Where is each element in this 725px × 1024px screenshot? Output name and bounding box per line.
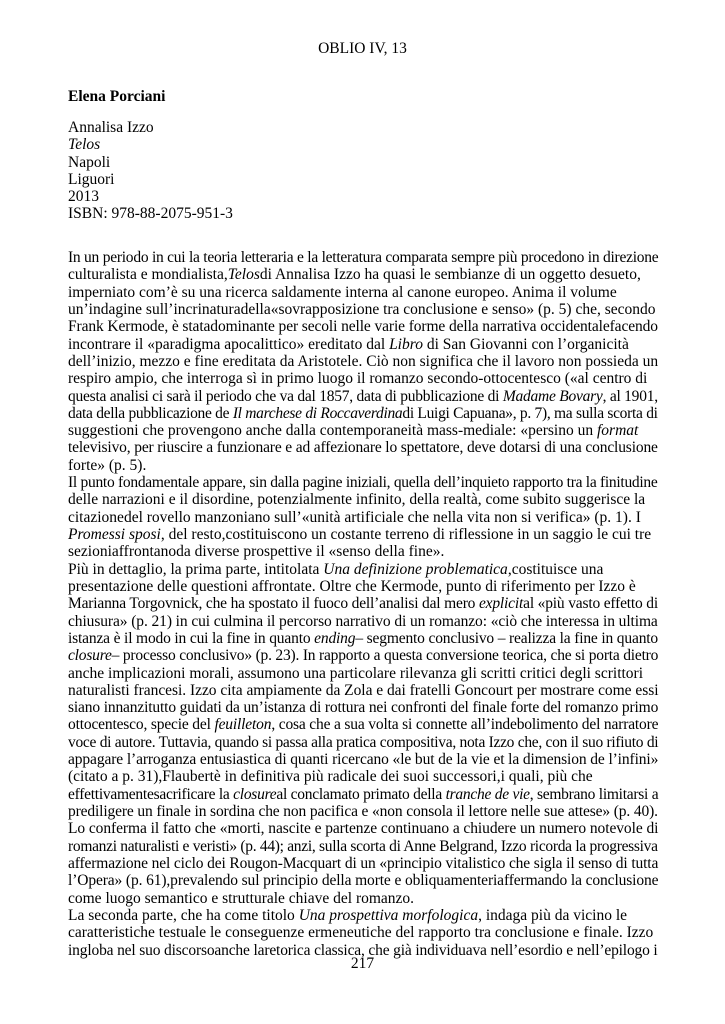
text-line [68,405,658,422]
text-line [68,284,658,301]
text-run: Frank Kermode, è statadominante per secoli nelle varie forme della narrativa occidentalefacendo [68,318,658,336]
text-line [68,907,658,924]
text-line [68,301,658,318]
review-body [68,249,658,959]
book-details [68,119,233,223]
text-run: appagare l’arroganza entusiastica di quanti ricercano «le but de la vie et la dimension de l’infini» [68,751,659,769]
text-run: Marianna Torgovnick, che ha spostato il fuoco dell’analisi dal mero [68,595,479,613]
text-line [68,526,658,543]
text-run: affermazione nel ciclo dei Rougon-Macquart di un «principio vitalistico che sigla il senso di tutta [68,854,659,872]
text-run: , indaga più da vicino le [478,906,628,924]
italic-text: Telos [227,266,260,284]
text-line [68,318,658,335]
text-line [68,561,658,578]
text-run: di Annalisa Izzo ha quasi le sembianze di un oggetto desueto, [259,266,641,284]
text-line [68,647,658,664]
text-run: prediligere un finale in sordina che non pacifica e «non consola il lettore nelle sue attese» (p. 40). [68,803,658,820]
italic-text: explicit [478,595,524,613]
text-line [68,630,658,647]
italic-text: closure [233,785,277,803]
text-run: imperniato com’è su una ricerca saldamente interna al canone europeo. Anima il volume [68,283,617,301]
text-run: Più in dettaglio, la prima parte, intitolata [68,560,324,578]
italic-text: Libro [389,335,423,353]
text-run: Lo conferma il fatto che «morti, nascite e partenze continuano a chiudere un numero notevole di [68,820,659,838]
text-run: – processo conclusivo» (p. 23). In rapporto a questa conversione teorica, che si porta dietro [111,647,659,665]
text-line [68,439,658,456]
text-line [68,249,658,266]
text-run: culturalista e mondialista, [68,266,228,284]
text-run: naturalisti francesi. Izzo cita ampiamente da Zola e dai fratelli Goncourt per mostrare come essi [68,681,659,699]
text-run: respiro ampio, che interroga sì in primo luogo il romanzo secondo-ottocentesco («al centro di [68,370,648,388]
text-line [68,578,658,595]
book-author: Annalisa Izzo [68,119,154,136]
text-line [68,872,658,889]
text-run: televisivo, per riuscire a funzionare e ad affezionare lo spettatore, deve dotarsi di una conclusione [68,439,658,457]
italic-text: feuilleton [214,716,272,734]
text-run: suggestioni che provengono anche dalla contemporaneità mass-mediale: «persino un [68,422,597,440]
text-run: di San Giovanni con l’organicità [422,335,629,353]
text-run: anche implicazioni morali, assumono una particolare rilevanza gli scritti critici degli scrittori [68,664,644,682]
text-line [68,699,658,716]
text-line [68,682,658,699]
text-run: ,costituisce una [507,560,604,578]
text-run: questa analisi ci sarà il periodo che va dal 1857, data di pubblicazione di [68,387,503,405]
italic-text: Una definizione problematica [323,560,508,578]
text-run: – segmento conclusivo – realizza la fine in quanto [355,629,659,647]
text-line [68,751,658,768]
text-run: ottocentesco, specie del [68,716,215,734]
book-publisher: Liguori [68,170,115,188]
italic-text: Madame Bovary [502,387,603,405]
book-isbn: ISBN: 978-88-2075-951-3 [68,205,233,223]
text-run: , cosa che a sua volta si connette all’indebolimento del narratore [271,716,659,734]
text-line [68,716,658,733]
text-run: La seconda parte, che ha come titolo [68,906,299,924]
text-run: data della pubblicazione de [68,404,233,422]
text-line [68,855,658,872]
text-line [68,336,658,353]
text-line [68,388,658,405]
italic-text: closure [68,647,112,665]
text-run: siano innanzitutto guidati da un’istanza di rottura nei confronti del finale forte del romanzo primo [68,699,659,717]
text-run: sezioniaffrontanoda diverse prospettive il «senso della fine». [68,543,445,561]
text-line [68,820,658,837]
text-run: Il punto fondamentale appare, sin dalla pagine iniziali, quella dell’inquieto rapporto tra la finitudine [68,474,658,492]
text-run: un’indagine sull’incrinaturadella«sovrapposizione tra conclusione e senso» (p. 5) che, secondo [68,300,656,318]
text-run: presentazione delle questioni affrontate. Oltre che Kermode, punto di riferimento per Izzo è [68,577,636,595]
review-author: Elena Porciani [68,88,166,105]
text-run: effettivamentesacrificare la [68,785,234,803]
text-run: come luogo semantico e strutturale chiave del romanzo. [68,889,415,907]
text-run: , al 1901, [602,387,658,405]
text-run: dell’inizio, mezzo e fine ereditata da Aristotele. Ciò non significa che il lavoro non possieda un [68,352,659,370]
text-line [68,457,658,474]
text-run: In un periodo in cui la teoria letteraria e la letteratura comparata sempre più procedono in direzione [68,249,659,266]
italic-text: ending [314,629,356,647]
italic-text: Promessi sposi [68,526,161,543]
text-line [68,613,658,630]
text-line [68,595,658,612]
text-run: istanza è il modo in cui la fine in quanto [68,629,315,647]
text-line [68,370,658,387]
text-line [68,838,658,855]
text-line [68,422,658,439]
text-run: al conclamato primato della [276,785,446,803]
book-title: Telos [68,136,101,154]
text-run: , del resto,costituiscono un costante terreno di riflessione in un saggio le cui tre [160,526,652,543]
text-run: delle narrazioni e il disordine, potenzialmente infinito, della realtà, come subito suggerisce la [68,491,646,509]
italic-text: format [597,422,639,440]
book-year: 2013 [68,188,99,206]
text-line [68,543,658,560]
text-line [68,803,658,820]
text-line [68,786,658,803]
text-run: incontrare il «paradigma apocalittico» ereditato dal [68,335,390,353]
text-line [68,474,658,491]
italic-text: tranche de vie [445,785,530,803]
italic-text: Una prospettiva morfologica [298,906,479,924]
text-run: citazionedel rovello manzoniano sull’«unità artificiale che nella vita non si verifica» (p. 1). I [68,508,641,526]
text-run: , sembrano limitarsi a [529,785,659,803]
text-line [68,890,658,907]
text-run: voce di autore. Tuttavia, quando si passa alla pratica compositiva, nota Izzo che, con il suo rifiuto di [68,733,659,751]
text-run: (citato a p. 31),Flaubertè in definitiva più radicale dei suoi successori,i quali, più che [68,768,593,786]
text-line [68,353,658,370]
text-line [68,768,658,785]
text-run: romanzi naturalisti e veristi» (p. 44); anzi, sulla scorta di Anne Belgrand, Izzo ricorda la progressiva [68,837,658,855]
text-line [68,491,658,508]
text-run: l’Opera» (p. 61),prevalendo sul principio della morte e obliquamenteriaffermando la conclusione [68,872,659,890]
book-city: Napoli [68,153,111,171]
text-line [68,734,658,751]
text-line [68,924,658,941]
text-run: ingloba nel suo discorsoanche laretorica classica, che già individuava nell’esordio e nell’epilogo i [68,941,658,959]
page-number: 217 [350,955,375,972]
text-run: caratteristiche testuale le conseguenze ermeneutiche del rapporto tra conclusione e finale. Izzo [68,924,654,942]
text-run: forte» (p. 5). [68,456,147,474]
running-head: OBLIO IV, 13 [318,40,407,57]
text-run: chiusura» (p. 21) in cui culmina il percorso narrativo di un romanzo: «ciò che interessa in ultima [68,612,658,630]
text-line [68,665,658,682]
text-run: di Luigi Capuana», p. 7), ma sulla scorta di [402,404,658,422]
text-line [68,266,658,283]
text-line [68,509,658,526]
italic-text: Il marchese di Roccaverdina [232,404,403,422]
text-run: al «più vasto effetto di [523,595,659,613]
